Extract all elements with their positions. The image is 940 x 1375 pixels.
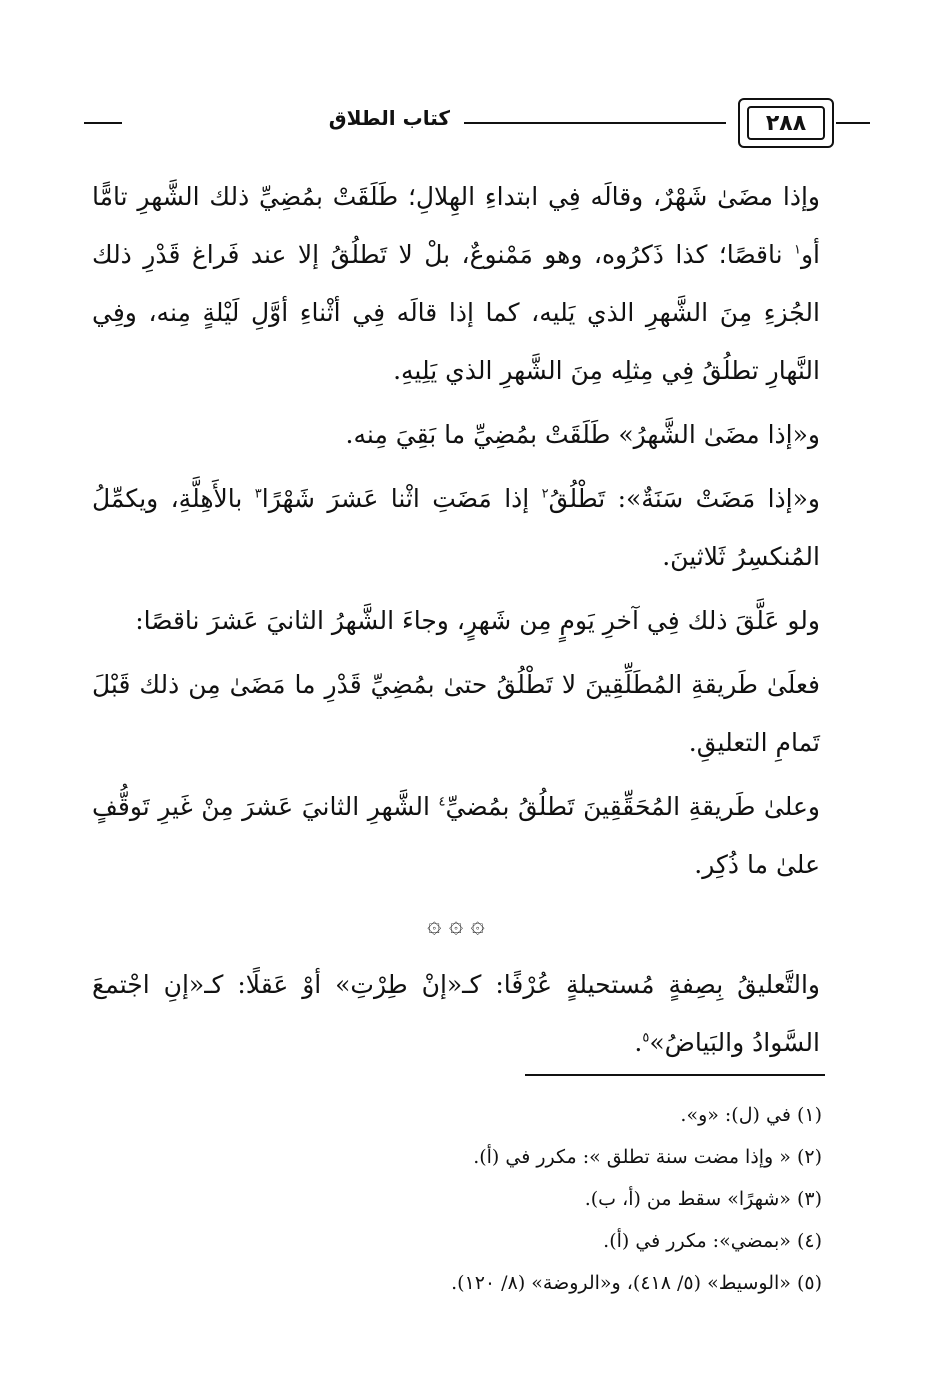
text-run: فعلَىٰ طَريقةِ المُطَلِّقِينَ لا تَطْلُقُ حتىٰ بمُضِيِّ قَدْرِ ما مَضَىٰ مِن ذلك قَبْلَ تَمامِ التعليقِ. xyxy=(92,670,820,757)
footnotes xyxy=(222,1094,822,1304)
page-number-frame xyxy=(738,98,834,148)
footnote-1: (١) في (ل): «و». xyxy=(680,1104,822,1126)
paragraph-1 xyxy=(92,168,820,400)
text-run: وعلىٰ طَريقةِ المُحَقِّقِينَ تَطلُقُ بمُضيِّ xyxy=(445,792,820,821)
book-title: كتاب الطلاق xyxy=(328,106,450,130)
header-rule-middle xyxy=(464,122,726,124)
text-run: و«إذا مَضَتْ سَنَةٌ»: تَطْلُقُ xyxy=(548,484,820,513)
paragraph-7 xyxy=(92,956,820,1072)
footnote-3: (٣) «شهرًا» سقط من (أ، ب). xyxy=(584,1188,822,1210)
text-run: بالأَهِلَّةِ، ويكمِّلُ المُنكسِرُ ثَلاثينَ. xyxy=(92,484,820,571)
text-run: الشَّهرِ الثانيَ عَشرَ مِنْ غَيرِ تَوقُّفٍ علىٰ ما ذُكِر. xyxy=(92,792,820,879)
paragraph-4 xyxy=(92,592,820,650)
footnote-separator xyxy=(525,1074,825,1076)
footnote-ref-1[interactable]: ١ xyxy=(793,242,801,258)
paragraph-3 xyxy=(92,470,820,586)
footnote-4: (٤) «بمضي»: مكرر في (أ). xyxy=(603,1230,822,1252)
header-rule-right xyxy=(836,122,870,124)
paragraph-6 xyxy=(92,778,820,894)
text-run: ناقصًا؛ كذا ذَكرُوه، وهو مَمْنوعٌ، بلْ لا تَطلُقُ إلا عند فَراغ قَدْرِ ذلك الجُزءِ مِنَ الشَّهرِ الذي يَليه، كما إذا قالَه فِي أثْناءِ أوَّلِ لَيْلةٍ مِنه، وفِي النَّهارِ تطلُقُ فِي مِثلِه مِنَ الشَّهرِ الذي يَلِيهِ. xyxy=(92,240,820,385)
paragraph-5 xyxy=(92,656,820,772)
footnote-2: (٢) « وإذا مضت سنة تطلق »: مكرر في (أ). xyxy=(473,1146,822,1168)
text-run: و«إذا مضَىٰ الشَّهرُ» طَلَقَتْ بمُضِيِّ ما بَقِيَ مِنه. xyxy=(345,420,820,449)
footnote-ref-5[interactable]: ٥ xyxy=(642,1030,650,1046)
text-run: إذا مَضَتِ اثْنا عَشرَ شَهْرًا xyxy=(261,484,542,513)
footnote-ref-4[interactable]: ٤ xyxy=(438,794,446,810)
footnote-ref-3[interactable]: ٣ xyxy=(254,486,262,502)
section-divider-ornament: ۞ ۞ ۞ xyxy=(427,910,485,938)
footnote-5: (٥) «الوسيط» (٥/ ٤١٨)، و«الروضة» (٨/ ١٢٠). xyxy=(451,1272,822,1294)
page-header xyxy=(70,98,870,154)
header-rule-left xyxy=(84,122,122,124)
paragraph-2 xyxy=(92,406,820,464)
page-number: ٢٨٨ xyxy=(747,106,825,140)
text-run: والتَّعليقُ بِصِفةٍ مُستحيلةٍ عُرْفًا: كـ«إنْ طِرْتِ» أوْ عَقلًا: كـ«إنِ اجْتمعَ السَّوادُ والبَياضُ» xyxy=(92,970,821,1057)
text-run: وإذا مضَىٰ شَهْرٌ، وقالَه فِي ابتداءِ الهِلالِ؛ طَلَقَتْ بمُضِيِّ ذلك الشَّهرِ تامًّا أو xyxy=(92,182,820,269)
footnote-ref-2[interactable]: ٢ xyxy=(541,486,549,502)
main-text xyxy=(92,168,820,1078)
text-run: . xyxy=(634,1028,643,1057)
text-run: ولو عَلَّقَ ذلك فِي آخرِ يَومٍ مِن شَهرٍ، وجاءَ الشَّهرُ الثانيَ عَشرَ ناقصًا: xyxy=(135,606,820,635)
